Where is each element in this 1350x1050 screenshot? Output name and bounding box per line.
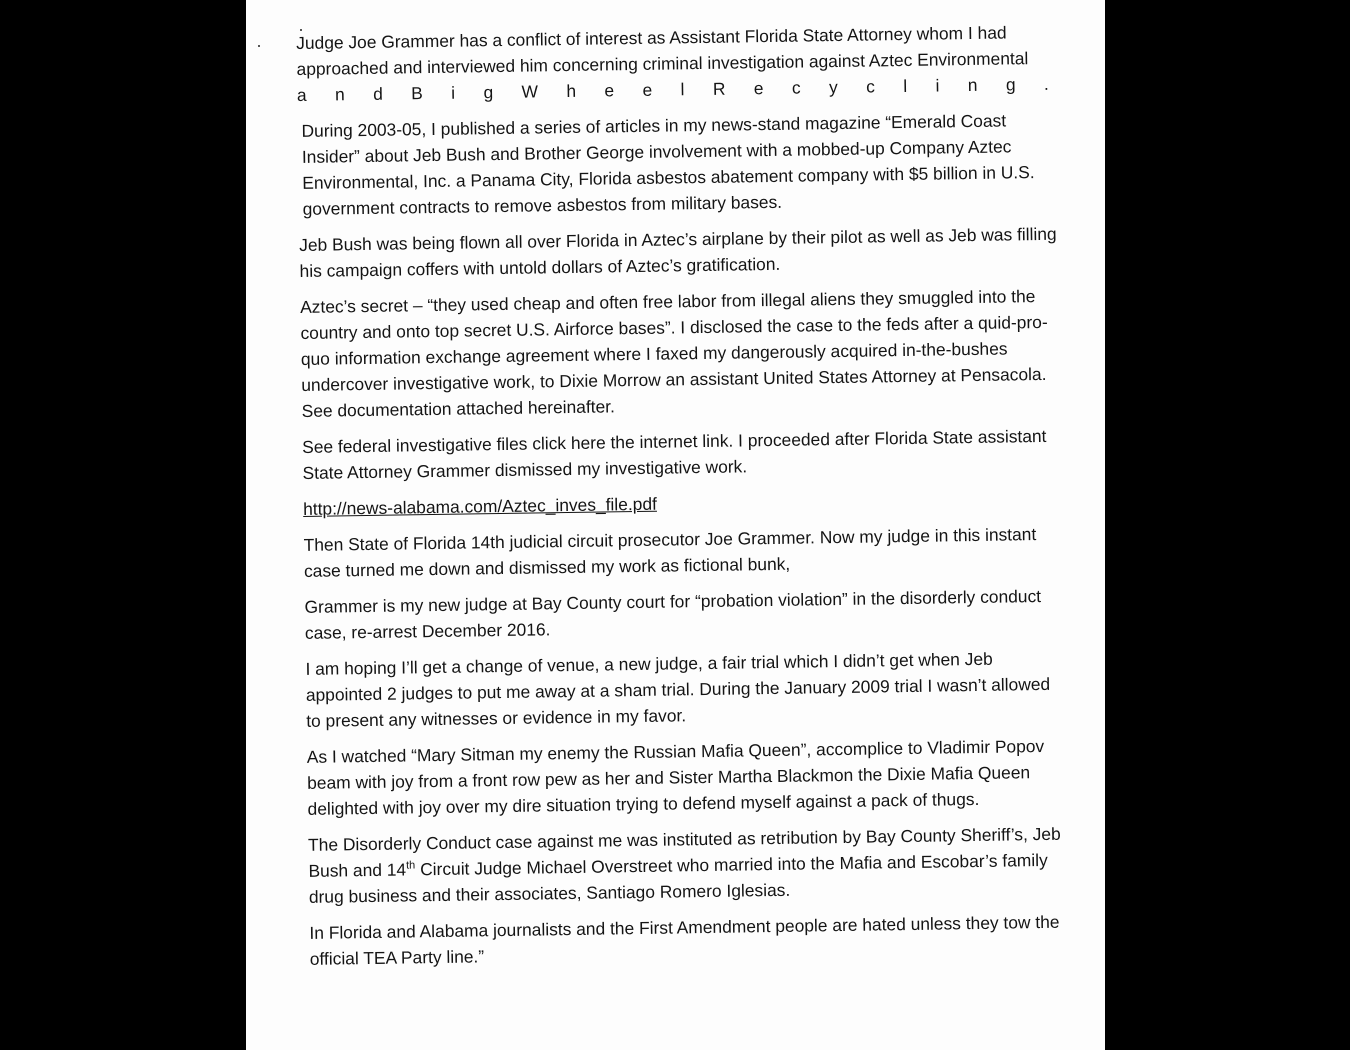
paragraph-10-start: The Disorderly Conduct case against me was instituted as retribution by Bay County Sheriff’s, Jeb Bush and 14 bbox=[307, 823, 1061, 881]
paragraph-1-text: Judge Joe Grammer has a conflict of interest as Assistant Florida State Attorney whom I had approached and interviewed him concerning criminal investigation against Aztec Environmental bbox=[296, 22, 1029, 79]
letter: g bbox=[483, 82, 494, 103]
paragraph-10-end: Circuit Judge Michael Overstreet who married into the Mafia and Escobar’s family drug business and their associates, Santiago Romero Iglesias. bbox=[308, 849, 1048, 907]
paragraph-10 bbox=[308, 821, 1069, 910]
letter: i bbox=[451, 82, 456, 103]
letter: c bbox=[791, 77, 801, 98]
letter: W bbox=[521, 81, 539, 102]
paragraph-8: I am hoping I’ll get a change of venue, a new judge, a fair trial which I didn’t get when Jeb appointed 2 judges to put me away at a sham trial. During the January 2009 trial I wasn’t allowed to present any witnesses or evidence in my favor. bbox=[305, 648, 1051, 731]
letter: l bbox=[903, 75, 908, 96]
letter: a bbox=[296, 84, 307, 105]
document-body bbox=[296, 19, 1070, 982]
paragraph-3: Jeb Bush was being flown all over Florida in Aztec’s airplane by their pilot as well as Jeb was filling his campaign coffers with untold dollars of Aztec’s gratification. bbox=[299, 223, 1057, 281]
letter: l bbox=[680, 79, 685, 100]
paragraph-2: During 2003-05, I published a series of articles in my news-stand magazine “Emerald Coast Insider” about Jeb Bush and Brother George involvement with a mobbed-up Company Aztec Environmental, Inc. a Panama City, Florida asbestos abatement company with $5 billion in U.S. government contracts to remove asbestos from military bases. bbox=[301, 110, 1035, 219]
paragraph-6: Then State of Florida 14th judicial circuit prosecutor Joe Grammer. Now my judge in this instant case turned me down and dismissed my work as fictional bunk, bbox=[303, 524, 1037, 581]
letter: R bbox=[712, 78, 726, 99]
aztec-file-link[interactable]: http://news-alabama.com/Aztec_inves_file.pdf bbox=[302, 493, 658, 519]
letter: B bbox=[411, 83, 423, 104]
letter: n bbox=[334, 84, 345, 105]
letter: d bbox=[372, 83, 383, 104]
paragraph-7: Grammer is my new judge at Bay County court for “probation violation” in the disorderly conduct case, re-arrest December 2016. bbox=[304, 586, 1042, 643]
letter: n bbox=[967, 74, 978, 96]
letter: e bbox=[642, 79, 653, 100]
ordinal-suffix: th bbox=[405, 859, 416, 872]
letter: . bbox=[1043, 73, 1049, 94]
letter: y bbox=[828, 76, 838, 98]
letter: i bbox=[935, 75, 940, 96]
letter: e bbox=[604, 80, 615, 101]
letter: c bbox=[865, 76, 875, 97]
paragraph-4: Aztec’s secret – “they used cheap and often free labor from illegal aliens they smuggled into the country and onto top secret U.S. Airforce bases”. I disclosed the case to the feds after a quid-pro-quo information exchange agreement where I faxed my dangerously acquired in-the-bushes undercover investigative work, to Dixie Morrow an assistant United States Attorney at Pensacola. See documentation attached hereinafter. bbox=[299, 286, 1048, 421]
file-link-paragraph bbox=[303, 485, 1063, 522]
paragraph-5: See federal investigative files click here the internet link. I proceeded after Florida State assistant State Attorney Grammer dismissed my investigative work. bbox=[302, 425, 1047, 483]
letter: e bbox=[753, 78, 764, 99]
paragraph-9: As I watched “Mary Sitman my enemy the Russian Mafia Queen”, accomplice to Vladimir Popov beam with joy from a front row pew as her and Sister Martha Blackmon the Dixie Mafia Queen delighted with joy over my dire situation trying to defend myself against a pack of thugs. bbox=[306, 735, 1045, 819]
letter: h bbox=[566, 80, 577, 101]
paragraph-11: In Florida and Alabama journalists and the First Amendment people are hated unless they tow the official TEA Party line.” bbox=[309, 911, 1060, 969]
letter: g bbox=[1005, 74, 1016, 95]
scanned-page bbox=[246, 0, 1105, 1050]
scan-speck bbox=[258, 45, 260, 47]
